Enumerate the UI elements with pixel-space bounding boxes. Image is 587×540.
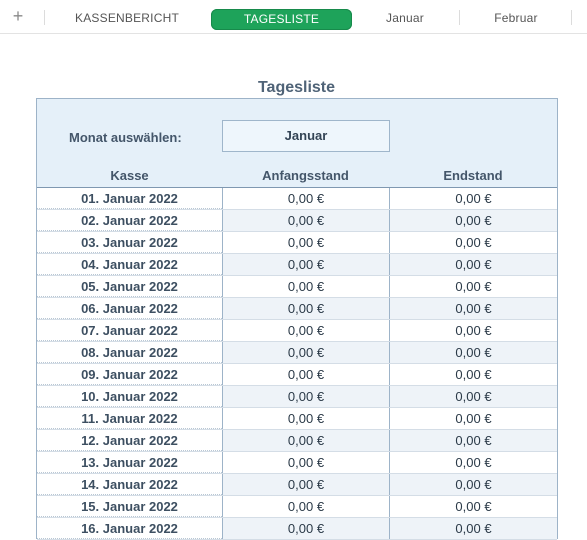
start-amount-cell[interactable]: 0,00 € — [222, 496, 389, 517]
date-cell[interactable]: 02. Januar 2022 — [37, 210, 222, 231]
date-cell[interactable]: 10. Januar 2022 — [37, 386, 222, 407]
plus-icon: + — [12, 6, 24, 26]
month-select-cell[interactable]: Januar — [222, 120, 390, 152]
table-body — [37, 188, 557, 540]
start-amount-cell[interactable]: 0,00 € — [222, 276, 389, 297]
date-cell[interactable]: 14. Januar 2022 — [37, 474, 222, 495]
table-row — [37, 430, 557, 452]
start-amount-cell[interactable]: 0,00 € — [222, 320, 389, 341]
end-amount-cell[interactable]: 0,00 € — [389, 320, 557, 341]
column-header-anfangsstand: Anfangsstand — [262, 168, 349, 183]
start-amount-cell[interactable]: 0,00 € — [222, 210, 389, 231]
end-amount-cell[interactable]: 0,00 € — [389, 210, 557, 231]
date-cell[interactable]: 04. Januar 2022 — [37, 254, 222, 275]
date-cell[interactable]: 01. Januar 2022 — [37, 188, 222, 209]
start-amount-cell[interactable]: 0,00 € — [222, 386, 389, 407]
table-row — [37, 320, 557, 342]
month-select-label: Monat auswählen: — [69, 130, 182, 145]
start-amount-cell[interactable]: 0,00 € — [222, 408, 389, 429]
date-cell[interactable]: 15. Januar 2022 — [37, 496, 222, 517]
end-amount-cell[interactable]: 0,00 € — [389, 254, 557, 275]
tab-januar[interactable]: Januar — [386, 11, 424, 25]
table-row — [37, 232, 557, 254]
end-amount-cell[interactable]: 0,00 € — [389, 430, 557, 451]
start-amount-cell[interactable]: 0,00 € — [222, 298, 389, 319]
end-amount-cell[interactable]: 0,00 € — [389, 386, 557, 407]
date-cell[interactable]: 03. Januar 2022 — [37, 232, 222, 253]
table-row — [37, 210, 557, 232]
end-amount-cell[interactable]: 0,00 € — [389, 188, 557, 209]
end-amount-cell[interactable]: 0,00 € — [389, 364, 557, 385]
end-amount-cell[interactable]: 0,00 € — [389, 232, 557, 253]
start-amount-cell[interactable]: 0,00 € — [222, 364, 389, 385]
date-cell[interactable]: 09. Januar 2022 — [37, 364, 222, 385]
column-header-kasse: Kasse — [110, 168, 149, 183]
start-amount-cell[interactable]: 0,00 € — [222, 254, 389, 275]
tab-separator — [571, 10, 572, 25]
date-cell[interactable]: 05. Januar 2022 — [37, 276, 222, 297]
tab-februar[interactable]: Februar — [494, 11, 538, 25]
table-row — [37, 452, 557, 474]
start-amount-cell[interactable]: 0,00 € — [222, 430, 389, 451]
end-amount-cell[interactable]: 0,00 € — [389, 496, 557, 517]
date-cell[interactable]: 13. Januar 2022 — [37, 452, 222, 473]
tab-tagesliste[interactable]: TAGESLISTE — [211, 9, 352, 30]
end-amount-cell[interactable]: 0,00 € — [389, 452, 557, 473]
start-amount-cell[interactable]: 0,00 € — [222, 232, 389, 253]
column-header-endstand: Endstand — [443, 168, 503, 183]
start-amount-cell[interactable]: 0,00 € — [222, 188, 389, 209]
add-sheet-button[interactable] — [8, 6, 28, 26]
date-cell[interactable]: 11. Januar 2022 — [37, 408, 222, 429]
tab-kassenbericht[interactable]: KASSENBERICHT — [75, 11, 179, 25]
date-cell[interactable]: 12. Januar 2022 — [37, 430, 222, 451]
start-amount-cell[interactable]: 0,00 € — [222, 452, 389, 473]
table-row — [37, 496, 557, 518]
end-amount-cell[interactable]: 0,00 € — [389, 408, 557, 429]
date-cell[interactable]: 08. Januar 2022 — [37, 342, 222, 363]
table-row — [37, 386, 557, 408]
sheet-tab-bar — [0, 0, 587, 34]
tab-separator — [44, 10, 45, 25]
table-row — [37, 474, 557, 496]
table-row — [37, 276, 557, 298]
table-row — [37, 364, 557, 386]
table-row — [37, 342, 557, 364]
end-amount-cell[interactable]: 0,00 € — [389, 298, 557, 319]
daily-list-table — [36, 98, 558, 539]
sheet-title: Tagesliste — [257, 79, 336, 96]
start-amount-cell[interactable]: 0,00 € — [222, 518, 389, 539]
end-amount-cell[interactable]: 0,00 € — [389, 276, 557, 297]
end-amount-cell[interactable]: 0,00 € — [389, 474, 557, 495]
end-amount-cell[interactable]: 0,00 € — [389, 342, 557, 363]
table-row — [37, 188, 557, 210]
table-row — [37, 518, 557, 540]
tab-separator — [459, 10, 460, 25]
date-cell[interactable]: 16. Januar 2022 — [37, 518, 222, 539]
date-cell[interactable]: 06. Januar 2022 — [37, 298, 222, 319]
table-row — [37, 298, 557, 320]
date-cell[interactable]: 07. Januar 2022 — [37, 320, 222, 341]
table-header — [37, 99, 557, 188]
start-amount-cell[interactable]: 0,00 € — [222, 474, 389, 495]
end-amount-cell[interactable]: 0,00 € — [389, 518, 557, 539]
start-amount-cell[interactable]: 0,00 € — [222, 342, 389, 363]
table-row — [37, 408, 557, 430]
table-row — [37, 254, 557, 276]
